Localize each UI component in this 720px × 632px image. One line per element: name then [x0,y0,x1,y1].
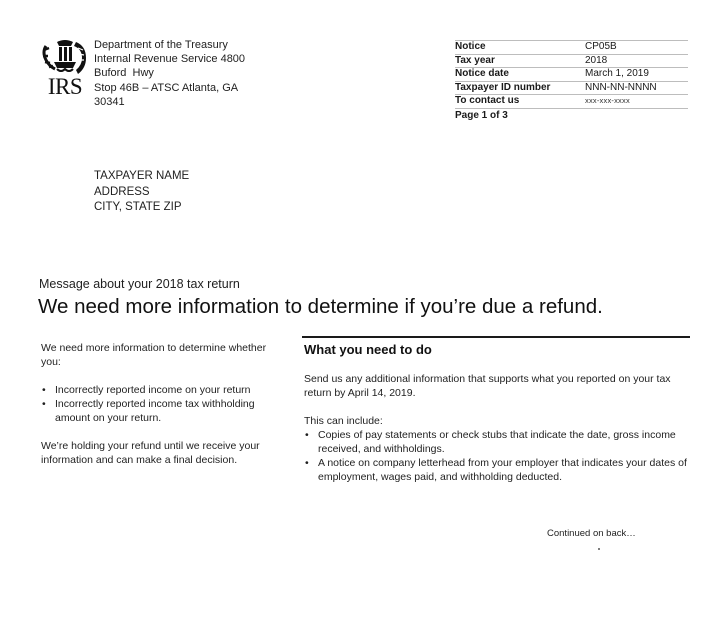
section-heading: What you need to do [304,342,432,357]
list-item-text: Copies of pay statements or check stubs that indicate the date, gross income received, and withholdings. [318,429,676,455]
taxpayer-id-value: NNN-NN-NNNN [585,81,657,93]
tax-year-label: Tax year [455,54,495,66]
bullet-icon: • [42,384,46,396]
list-item [304,456,699,484]
list-item-text: Incorrectly reported income on your return [55,384,251,396]
continued-on-back: Continued on back… [547,528,636,539]
right-bullet-list [304,428,699,484]
list-item [304,428,699,456]
notice-date-value: March 1, 2019 [585,68,649,79]
sender-address [94,38,245,109]
sender-line: 30341 [94,95,125,108]
right-column [304,342,699,484]
instruction-text: Send us any additional information that supports what you reported on your tax return by April 14, 2019. [304,373,671,399]
notice-info-table [455,40,688,122]
list-intro: This can include: [304,415,383,427]
left-intro: We need more information to determine whether you: [41,342,267,368]
sender-line: Buford Hwy [94,67,154,80]
message-title: We need more information to determine if you’re due a refund. [38,295,603,318]
bullet-icon: • [305,457,309,469]
recipient-address [94,169,189,216]
notice-row [455,40,688,54]
left-bullet-list [41,383,271,425]
notice-date-row [455,67,688,81]
sender-line: Stop 46B – ATSC Atlanta, GA [94,81,239,94]
recipient-street: ADDRESS [94,185,150,198]
recipient-name: TAXPAYER NAME [94,170,190,182]
contact-label: To contact us [455,95,520,106]
list-item [41,397,271,425]
recipient-city-state-zip: CITY, STATE ZIP [94,201,182,213]
list-item-text: A notice on company letterhead from your employer that indicates your dates of employment, wages paid, and withholding deducted. [318,457,687,483]
tax-year-row [455,54,688,68]
sender-line: Department of the Treasury [94,39,228,51]
list-item [41,383,271,397]
list-item-text: Incorrectly reported income tax withholding amount on your return. [55,398,255,424]
irs-logo-text: IRS [47,74,83,99]
tax-year-value: 2018 [585,54,608,66]
irs-eagle-seal-icon [40,38,90,78]
message-subtitle: Message about your 2018 tax return [39,277,240,291]
left-column [41,341,271,467]
notice-label: Notice [455,41,486,52]
bullet-icon: • [42,398,46,410]
sender-line: Internal Revenue Service 4800 [94,53,246,66]
speck-mark [598,548,600,550]
notice-value: CP05B [585,41,617,52]
left-closing: We’re holding your refund until we receive your information and can make a final decision. [41,440,260,466]
page-indicator: Page 1 of 3 [455,109,508,121]
irs-logo [40,38,90,102]
notice-date-label: Notice date [455,68,509,79]
contact-phone-value: xxx-xxx-xxxx [585,96,630,105]
contact-row [455,94,688,109]
taxpayer-id-row [455,81,688,95]
section-divider [302,336,690,338]
bullet-icon: • [305,429,309,441]
taxpayer-id-label: Taxpayer ID number [455,81,551,93]
